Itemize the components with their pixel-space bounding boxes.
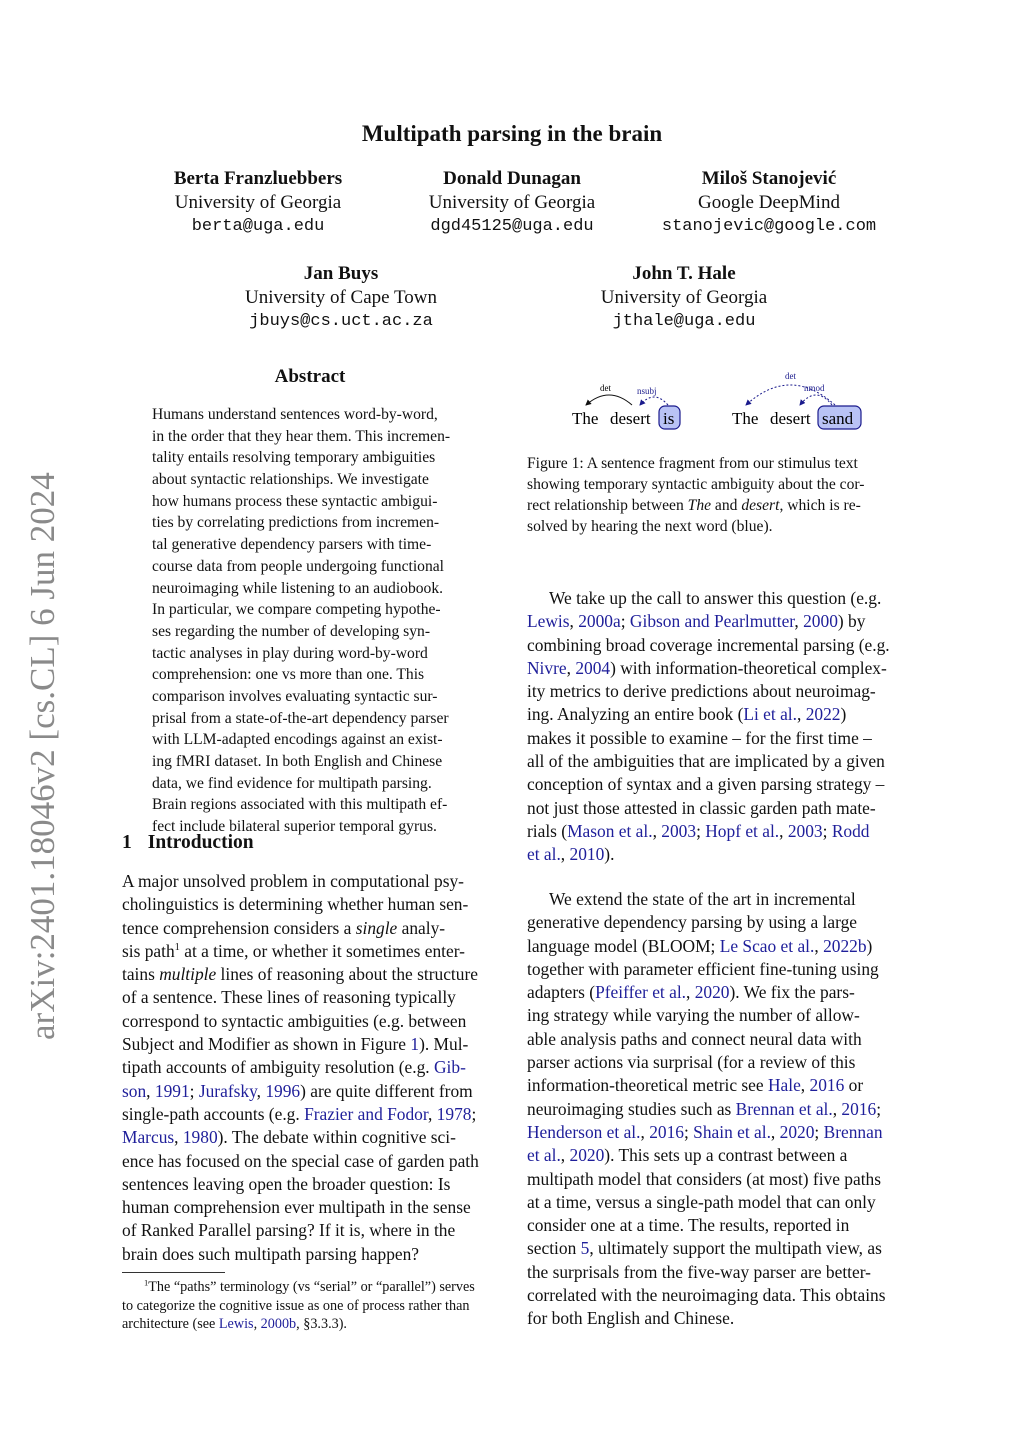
- paragraph-line: Marcus, 1980). The debate within cognitive sci-: [122, 1127, 456, 1148]
- word-desert-2: desert: [770, 409, 811, 428]
- citation-link[interactable]: 2004: [575, 657, 611, 678]
- author-block: [377, 167, 647, 239]
- abstract-line: In particular, we compare competing hypothe-: [152, 601, 441, 619]
- paragraph-line: ity metrics to derive predictions about neuroimag-: [527, 681, 876, 702]
- abstract-line: how humans process these syntactic ambigui-: [152, 492, 438, 510]
- author-name: Jan Buys: [303, 263, 379, 284]
- word-the-2: The: [732, 409, 759, 428]
- paragraph-line: together with parameter efficient fine-tuning using: [527, 958, 879, 979]
- citation-link[interactable]: 2010: [569, 844, 605, 865]
- paragraph-line: ing strategy while varying the number of allow-: [527, 1005, 860, 1026]
- paragraph-line: all of the ambiguities that are implicated by a given: [527, 751, 885, 772]
- paragraph-line: A major unsolved problem in computational psy-: [122, 871, 464, 891]
- citation-link[interactable]: 1980: [182, 1127, 218, 1148]
- citation-link[interactable]: Mason et al.: [567, 820, 653, 841]
- paragraph-line: not just those attested in classic garden path mate-: [527, 797, 876, 818]
- paragraph-line: combining broad coverage incremental parsing (e.g.: [527, 634, 890, 655]
- abstract-line: comprehension: one vs more than one. This: [152, 666, 425, 684]
- arc-nmod: [800, 395, 832, 405]
- author-block: [634, 167, 904, 239]
- author-name: Donald Dunagan: [443, 168, 581, 189]
- citation-link[interactable]: 2003: [661, 820, 697, 841]
- citation-link[interactable]: Brennan: [823, 1121, 883, 1142]
- section-title: Introduction: [147, 832, 254, 853]
- figure-caption: [527, 453, 905, 537]
- paragraph-line: tains multiple lines of reasoning about the structure: [122, 964, 478, 985]
- author-name: John T. Hale: [632, 263, 736, 284]
- citation-link[interactable]: Le Scao et al.: [719, 935, 815, 956]
- abstract-line: Brain regions associated with this multipath ef-: [152, 796, 448, 814]
- word-sand: sand: [822, 409, 854, 428]
- citation-link[interactable]: Gib-: [434, 1057, 466, 1078]
- citation-link[interactable]: 1978: [436, 1103, 472, 1124]
- paragraph-line: single-path accounts (e.g. Frazier and Fodor, 1978;: [122, 1103, 477, 1124]
- citation-link[interactable]: Nivre: [527, 657, 567, 678]
- arc-nsubj: [640, 397, 668, 405]
- author-affiliation: University of Georgia: [428, 192, 596, 213]
- paragraph-line: Lewis, 2000a; Gibson and Pearlmutter, 2000) by: [527, 611, 866, 632]
- citation-link[interactable]: et al.: [527, 844, 561, 865]
- author-email[interactable]: stanojevic@google.com: [661, 217, 877, 236]
- citation-link[interactable]: Frazier and Fodor: [304, 1103, 428, 1124]
- citation-link[interactable]: Pfeiffer et al.: [595, 982, 687, 1003]
- caption-line: showing temporary syntactic ambiguity about the cor-: [527, 476, 865, 493]
- citation-link[interactable]: Hale: [767, 1075, 801, 1096]
- abstract-line: course data from people undergoing functional: [152, 557, 445, 575]
- paragraph-line: sis path$^1$ at a time, or whether it sometimes enter-: [122, 940, 465, 961]
- arxiv-watermark: arXiv:2401.18046v2 [cs.CL] 6 Jun 2024: [23, 472, 62, 1040]
- paragraph-line: consider one at a time. The results, reported in: [527, 1215, 850, 1236]
- author-email[interactable]: jthale@uga.edu: [612, 312, 756, 331]
- paper-title: Multipath parsing in the brain: [361, 121, 663, 146]
- right-paragraph-1: [527, 587, 905, 867]
- footnote-rule: [122, 1272, 225, 1273]
- author-affiliation: University of Georgia: [600, 287, 768, 308]
- citation-link[interactable]: 2016: [649, 1121, 684, 1142]
- figure-1-diagram: [560, 365, 880, 440]
- citation-link[interactable]: et al.: [527, 1145, 561, 1166]
- abstract-line: fect include bilateral superior temporal gyrus.: [152, 818, 437, 836]
- word-desert-1: desert: [610, 409, 651, 428]
- right-paragraph-2: [527, 888, 905, 1331]
- citation-link[interactable]: 2022: [805, 704, 841, 725]
- paragraph-line: rials (Mason et al., 2003; Hopf et al., 2003; Rodd: [527, 820, 870, 841]
- footnote: [122, 1278, 502, 1334]
- author-block: [549, 262, 819, 334]
- paragraph-line: correspond to syntactic ambiguities (e.g. between: [122, 1010, 467, 1031]
- citation-link[interactable]: son: [122, 1080, 147, 1101]
- citation-link[interactable]: Rodd: [831, 820, 870, 841]
- citation-link[interactable]: Jurafsky: [198, 1080, 257, 1101]
- paragraph-line: conception of syntax and a given parsing strategy –: [527, 774, 885, 795]
- abstract-line: ties by correlating predictions from incremen-: [152, 514, 440, 532]
- paragraph-line: tipath accounts of ambiguity resolution (e.g. Gib-: [122, 1057, 466, 1078]
- paragraph-line: son, 1991; Jurafsky, 1996) are quite different from: [122, 1080, 473, 1101]
- paragraph-line: human comprehension ever multipath in the sense: [122, 1197, 471, 1218]
- abstract-line: prisal from a state-of-the-art dependency parser: [152, 709, 449, 727]
- paragraph-line: of a sentence. These lines of reasoning typically: [122, 987, 456, 1008]
- citation-link[interactable]: Brennan et al.: [735, 1098, 833, 1119]
- caption-line: rect relationship between The and desert, which is re-: [527, 497, 861, 514]
- abstract-line: about syntactic relationships. We investigate: [152, 471, 429, 489]
- paragraph-line: correlated with the neuroimaging data. This obtains: [527, 1285, 886, 1306]
- arc-det-1: [586, 395, 632, 405]
- author-affiliation: University of Georgia: [174, 192, 342, 213]
- paragraph-line: able analysis paths and connect neural data with: [527, 1028, 862, 1049]
- paragraph-line: parser actions via surprisal (for a review of this: [527, 1052, 856, 1073]
- intro-left-column: [122, 870, 500, 1266]
- paragraph-line: information-theoretical metric see Hale, 2016 or: [527, 1075, 864, 1096]
- abstract-line: Humans understand sentences word-by-word,: [152, 406, 438, 423]
- paragraph-line: ence has focused on the special case of garden path: [122, 1150, 479, 1171]
- abstract-line: ing fMRI dataset. In both English and Chinese: [152, 753, 443, 770]
- citation-link[interactable]: 2003: [787, 820, 823, 841]
- citation-link[interactable]: Li et al.: [743, 704, 797, 725]
- paragraph-line: Nivre, 2004) with information-theoretical complex-: [527, 657, 887, 678]
- author-email[interactable]: jbuys@cs.uct.ac.za: [249, 312, 433, 331]
- citation-link[interactable]: Shain et al.: [693, 1121, 771, 1142]
- footnote-line: to categorize the cognitive issue as one of process rather than: [122, 1297, 470, 1314]
- citation-link[interactable]: 5: [580, 1238, 590, 1259]
- citation-link[interactable]: Marcus: [122, 1127, 175, 1148]
- paragraph-line: of Ranked Parallel parsing? If it is, where in the: [122, 1220, 456, 1241]
- author-block: [123, 167, 393, 239]
- paragraph-line: et al., 2010).: [527, 844, 615, 865]
- paragraph-line: section 5, ultimately support the multipath view, as: [527, 1238, 882, 1259]
- paragraph-line: cholinguistics is determining whether human sen-: [122, 894, 469, 915]
- paragraph-line: We take up the call to answer this question (e.g.: [549, 588, 882, 608]
- word-the-1: The: [572, 409, 599, 428]
- author-name: Berta Franzluebbers: [173, 168, 343, 189]
- paragraph-line: brain does such multipath parsing happen?: [122, 1243, 420, 1264]
- paragraph-line: at a time, versus a single-path model that can only: [527, 1191, 876, 1212]
- abstract-line: in the order that they hear them. This incremen-: [152, 427, 451, 445]
- section-heading: [122, 832, 270, 854]
- paragraph-line: ing. Analyzing an entire book (Li et al., 2022): [527, 704, 847, 725]
- paragraph-line: makes it possible to examine – for the first time –: [527, 727, 872, 748]
- paragraph-line: et al., 2020). This sets up a contrast between a: [527, 1145, 848, 1166]
- section-number: 1: [122, 832, 132, 853]
- paragraph-line: Subject and Modifier as shown in Figure 1). Mul-: [122, 1034, 469, 1055]
- author-block: [206, 262, 476, 334]
- citation-link[interactable]: Gibson and Pearlmutter: [629, 611, 795, 632]
- abstract-body: [152, 404, 470, 838]
- paragraph-line: tence comprehension considers a single analy-: [122, 917, 446, 938]
- author-affiliation: Google DeepMind: [698, 192, 840, 213]
- abstract-line: with LLM-adapted encodings against an exist-: [152, 731, 443, 749]
- citation-link[interactable]: 2020: [694, 982, 730, 1003]
- citation-link[interactable]: 2016: [841, 1098, 877, 1119]
- paragraph-line: multipath model that considers (at most) five paths: [527, 1168, 882, 1189]
- author-email[interactable]: berta@uga.edu: [191, 217, 325, 236]
- abstract-line: tactic analyses in play during word-by-word: [152, 644, 428, 662]
- citation-link[interactable]: 1991: [154, 1080, 190, 1101]
- caption-line: solved by hearing the next word (blue).: [527, 518, 773, 535]
- citation-link[interactable]: Hopf et al.: [705, 820, 780, 841]
- paragraph-line: language model (BLOOM; Le Scao et al., 2022b): [527, 935, 873, 956]
- label-nmod: nmod: [804, 383, 825, 393]
- abstract-line: comparison involves evaluating syntactic sur-: [152, 687, 438, 705]
- label-det-1: det: [600, 383, 611, 393]
- label-det-2: det: [785, 371, 796, 381]
- paragraph-line: adapters (Pfeiffer et al., 2020). We fix the pars-: [527, 982, 855, 1003]
- citation-link[interactable]: 2000a: [578, 611, 621, 632]
- abstract-heading: Abstract: [274, 366, 346, 387]
- paragraph-line: neuroimaging studies such as Brennan et al., 2016;: [527, 1098, 882, 1119]
- citation-link[interactable]: 2022b: [823, 935, 867, 956]
- paragraph-line: for both English and Chinese.: [527, 1308, 735, 1329]
- abstract-line: tality entails resolving temporary ambiguities: [152, 449, 436, 467]
- paragraph-line: We extend the state of the art in incremental: [549, 889, 856, 909]
- abstract-line: data, we find evidence for multipath parsing.: [152, 774, 432, 792]
- label-nsubj: nsubj: [637, 386, 657, 396]
- abstract-line: ses regarding the number of developing syn-: [152, 622, 431, 640]
- citation-link[interactable]: 2000b: [260, 1316, 297, 1332]
- paragraph-line: generative dependency parsing by using a large: [527, 912, 857, 933]
- footnote-line: architecture (see Lewis, 2000b, §3.3.3).: [122, 1316, 347, 1332]
- author-name: Miloš Stanojević: [701, 168, 837, 189]
- author-affiliation: University of Cape Town: [245, 287, 437, 308]
- paragraph-line: sentences leaving open the broader question: Is: [122, 1173, 451, 1194]
- footnote-line: $^1$The “paths” terminology (vs “serial” or “parallel”) serves: [144, 1277, 475, 1295]
- citation-link[interactable]: Lewis: [218, 1316, 254, 1332]
- citation-link[interactable]: 2000: [803, 611, 838, 632]
- abstract-line: tal generative dependency parsers with time-: [152, 536, 432, 554]
- citation-link[interactable]: 1: [410, 1034, 420, 1055]
- citation-link[interactable]: Henderson et al.: [527, 1121, 641, 1142]
- citation-link[interactable]: 2020: [569, 1145, 605, 1166]
- paragraph-line: Henderson et al., 2016; Shain et al., 2020; Brennan: [527, 1121, 883, 1142]
- word-is: is: [663, 409, 675, 428]
- citation-link[interactable]: 2016: [809, 1075, 845, 1096]
- citation-link[interactable]: 2020: [779, 1121, 815, 1142]
- abstract-line: neuroimaging while listening to an audiobook.: [152, 579, 444, 597]
- author-email[interactable]: dgd45125@uga.edu: [430, 217, 594, 236]
- citation-link[interactable]: Lewis: [527, 611, 570, 632]
- caption-line: Figure 1: A sentence fragment from our stimulus text: [527, 455, 858, 472]
- citation-link[interactable]: 1996: [265, 1080, 301, 1101]
- paragraph-line: the surprisals from the five-way parser are better-: [527, 1261, 871, 1282]
